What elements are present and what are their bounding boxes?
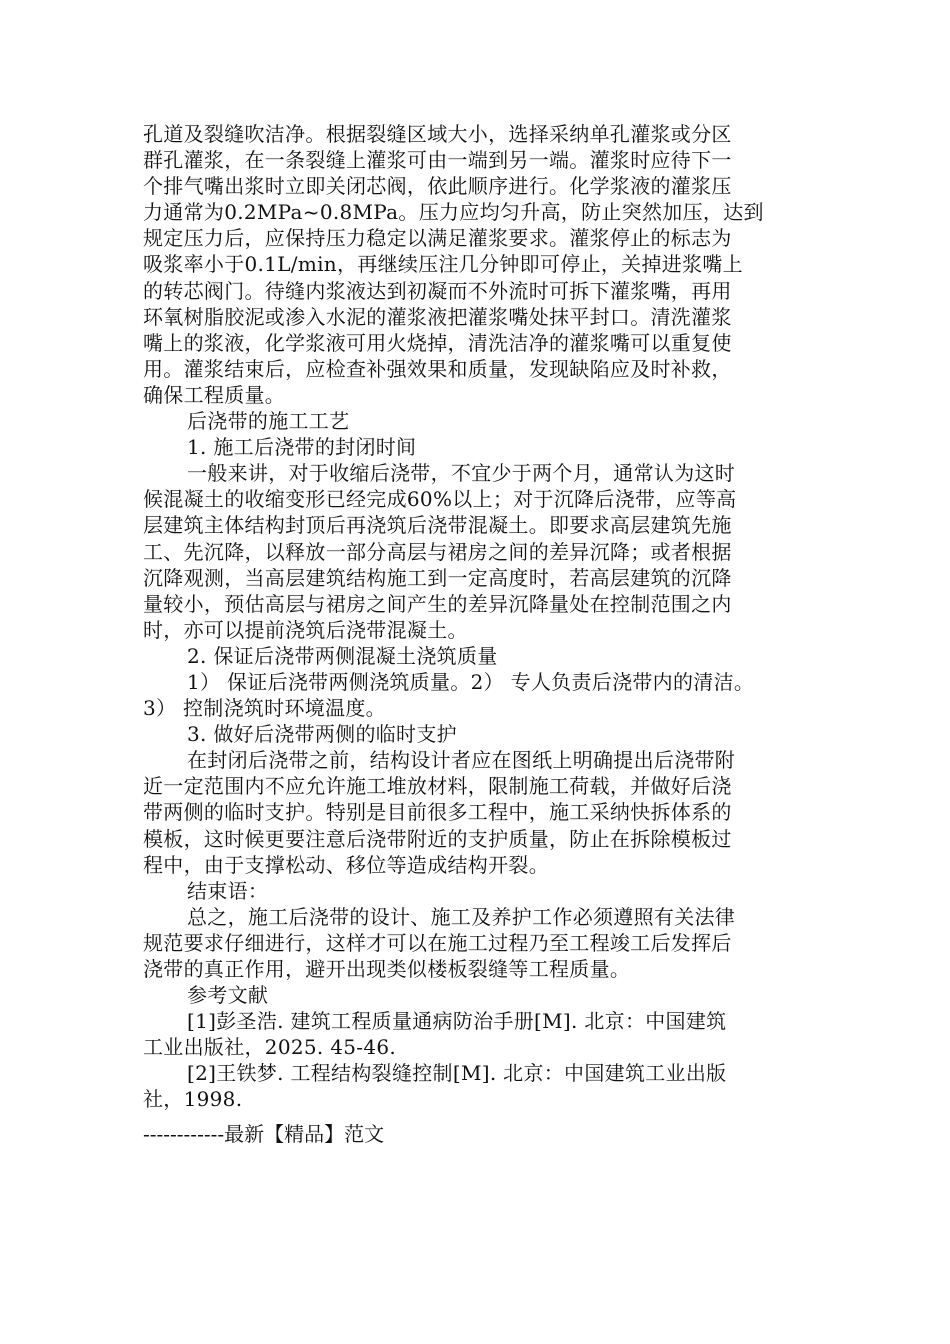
text-line: 工、先沉降，以释放一部分高层与裙房之间的差异沉降；或者根据 xyxy=(143,539,732,564)
text-line: 沉降观测，当高层建筑结构施工到一定高度时，若高层建筑的沉降 xyxy=(143,565,732,590)
text-line: 确保工程质量。 xyxy=(143,382,286,407)
text-line: 环氧树脂胶泥或渗入水泥的灌浆液把灌浆嘴处抹平封口。清洗灌浆 xyxy=(143,304,732,329)
text-line: 规范要求仔细进行，这样才可以在施工过程乃至工程竣工后发挥后 xyxy=(143,930,732,955)
text-line: 一般来讲，对于收缩后浇带，不宜少于两个月，通常认为这时 xyxy=(187,461,736,486)
text-line: 量较小，预估高层与裙房之间产生的差异沉降量处在控制范围之内 xyxy=(143,591,732,616)
text-line: 结束语： xyxy=(187,878,269,903)
text-line: 工业出版社，2025. 45-46. xyxy=(143,1035,397,1060)
text-line: 参考文献 xyxy=(187,983,269,1008)
text-line: 层建筑主体结构封顶后再浇筑后浇带混凝土。即要求高层建筑先施 xyxy=(143,513,732,538)
text-line: [2]王铁梦. 工程结构裂缝控制[M]. 北京：中国建筑工业出版 xyxy=(187,1061,727,1086)
text-line: 嘴上的浆液，化学浆液可用火烧掉，清洗洁净的灌浆嘴可以重复使 xyxy=(143,330,732,355)
text-line: 程中，由于支撑松动、移位等造成结构开裂。 xyxy=(143,852,549,877)
text-line: 力通常为0.2MPa~0.8MPa。压力应均匀升高，防止突然加压，达到 xyxy=(143,200,764,225)
footer-label: ------------最新【精品】范文 xyxy=(143,1122,385,1146)
text-line: 浇带的真正作用，避开出现类似楼板裂缝等工程质量。 xyxy=(143,957,631,981)
text-line: 规定压力后，应保持压力稳定以满足灌浆要求。灌浆停止的标志为 xyxy=(143,226,732,251)
text-line: 1. 施工后浇带的封闭时间 xyxy=(187,435,417,460)
text-line: 带两侧的临时支护。特别是目前很多工程中，施工采纳快拆体系的 xyxy=(143,800,732,825)
text-line: 的转芯阀门。待缝内浆液达到初凝而不外流时可拆下灌浆嘴，再用 xyxy=(143,278,732,303)
text-line: 后浇带的施工工艺 xyxy=(187,409,350,434)
text-line: 个排气嘴出浆时立即关闭芯阀，依此顺序进行。化学浆液的灌浆压 xyxy=(143,174,732,199)
text-line: 社，1998. xyxy=(143,1087,243,1112)
text-line: 在封闭后浇带之前，结构设计者应在图纸上明确提出后浇带附 xyxy=(187,748,736,773)
text-line: 孔道及裂缝吹洁净。根据裂缝区域大小，选择采纳单孔灌浆或分区 xyxy=(143,122,732,146)
text-line: 总之，施工后浇带的设计、施工及养护工作必须遵照有关法律 xyxy=(187,904,736,929)
document-body xyxy=(143,121,813,1113)
text-line: 3） 控制浇筑时环境温度。 xyxy=(143,696,386,721)
text-line: 用。灌浆结束后，应检查补强效果和质量，发现缺陷应及时补救， xyxy=(143,356,732,381)
text-line: 近一定范围内不应允许施工堆放材料，限制施工荷载，并做好后浇 xyxy=(143,774,732,799)
text-line: [1]彭圣浩. 建筑工程质量通病防治手册[M]. 北京：中国建筑 xyxy=(187,1009,727,1034)
text-line: 吸浆率小于0.1L/min，再继续压注几分钟即可停止，关掉进浆嘴上 xyxy=(143,252,743,277)
text-line: 候混凝土的收缩变形已经完成60%以上；对于沉降后浇带，应等高 xyxy=(143,487,737,512)
text-line: 群孔灌浆，在一条裂缝上灌浆可由一端到另一端。灌浆时应待下一 xyxy=(143,148,732,173)
text-line: 1） 保证后浇带两侧浇筑质量。2） 专人负责后浇带内的清洁。 xyxy=(187,669,755,694)
text-line: 时，亦可以提前浇筑后浇带混凝土。 xyxy=(143,617,468,642)
text-line: 3. 做好后浇带两侧的临时支护 xyxy=(187,722,457,747)
text-line: 模板，这时候更要注意后浇带附近的支护质量，防止在拆除模板过 xyxy=(143,826,732,851)
text-line: 2. 保证后浇带两侧混凝土浇筑质量 xyxy=(187,643,498,668)
